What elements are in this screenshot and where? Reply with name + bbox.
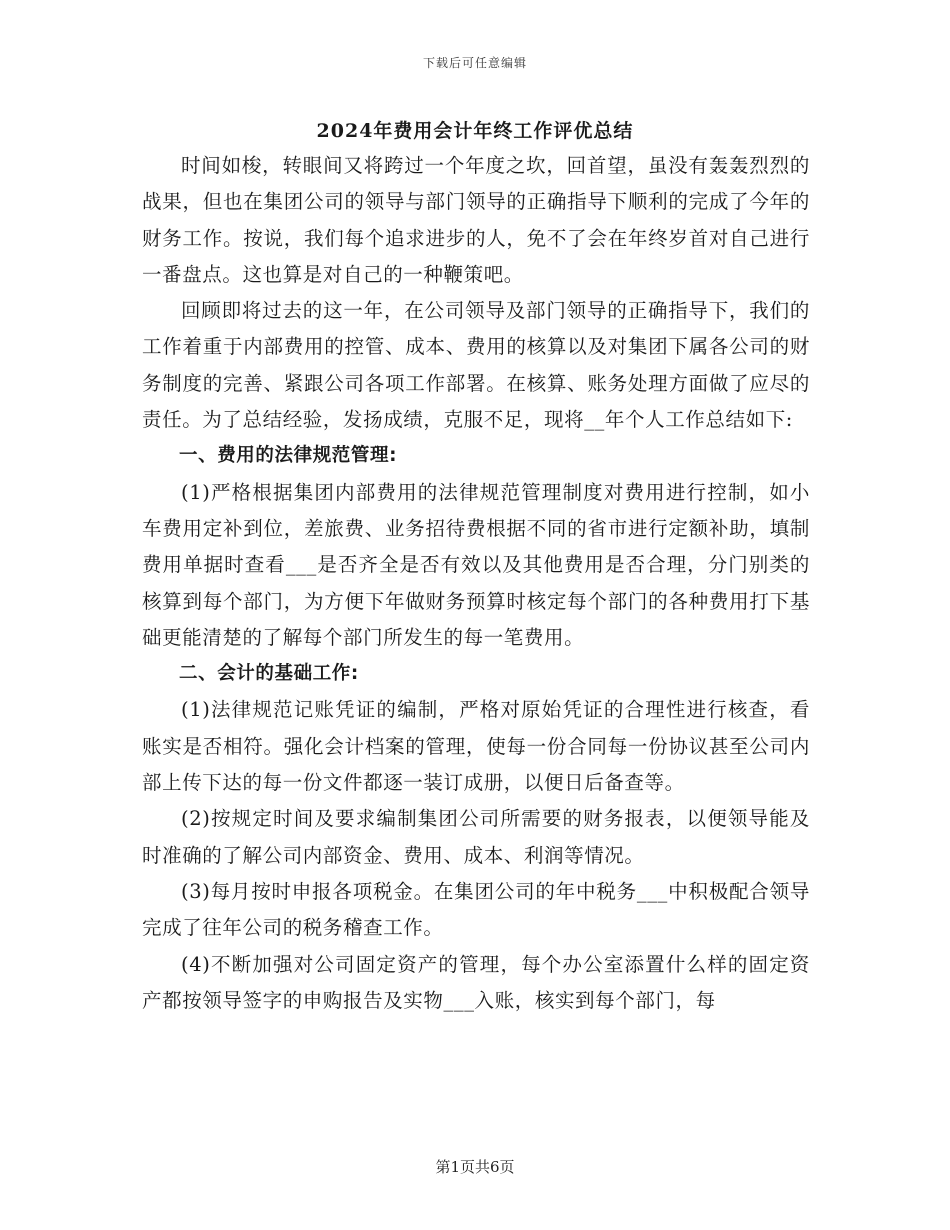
paragraph: (2)按规定时间及要求编制集团公司所需要的财务报表，以便领导能及时准确的了解公司内部资金、费用、成本、利润等情况。	[142, 807, 810, 867]
document-title: 2024年费用会计年终工作评优总结	[316, 120, 634, 142]
paragraph: (1)严格根据集团内部费用的法律规范管理制度对费用进行控制，如小车费用定补到位，差旅费、业务招待费根据不同的省市进行定额补助，填制费用单据时查看___是否齐全是否有效以及其他费用是否合理，分门别类的核算到每个部门，为方便下年做财务预算时核定每个部门的各种费用打下基础更能清楚的了解每个部门所发生的每一笔费用。	[142, 480, 810, 649]
section-heading: 二、会计的基础工作:	[179, 663, 359, 685]
header-note: 下载后可任意编辑	[422, 56, 527, 70]
page-number: 第1页共6页	[435, 1158, 515, 1176]
paragraph: (1)法律规范记账凭证的编制，严格对原始凭证的合理性进行核查，看账实是否相符。强化会计档案的管理，使每一份合同每一份协议甚至公司内部上传下达的每一份文件都逐一装订成册，以便日后备查等。	[142, 698, 810, 795]
document-body	[142, 148, 810, 1019]
paragraph: (3)每月按时申报各项税金。在集团公司的年中税务___中积极配合领导完成了往年公司的税务稽查工作。	[142, 879, 810, 940]
section-heading: 一、费用的法律规范管理:	[179, 445, 398, 467]
paragraph: 回顾即将过去的这一年，在公司领导及部门领导的正确指导下，我们的工作着重于内部费用的控管、成本、费用的核算以及对集团下属各公司的财务制度的完善、紧跟公司各项工作部署。在核算、账务处理方面做了应尽的责任。为了总结经验，发扬成绩，克服不足，现将__年个人工作总结如下:	[142, 299, 810, 432]
paragraph: (4)不断加强对公司固定资产的管理，每个办公室添置什么样的固定资产都按领导签字的申购报告及实物___入账，核实到每个部门，每	[142, 952, 810, 1012]
paragraph: 时间如梭，转眼间又将跨过一个年度之坎，回首望，虽没有轰轰烈烈的战果，但也在集团公司的领导与部门领导的正确指导下顺利的完成了今年的财务工作。按说，我们每个追求进步的人，免不了会在年终岁首对自己进行一番盘点。这也算是对自己的一种鞭策吧。	[142, 154, 810, 286]
